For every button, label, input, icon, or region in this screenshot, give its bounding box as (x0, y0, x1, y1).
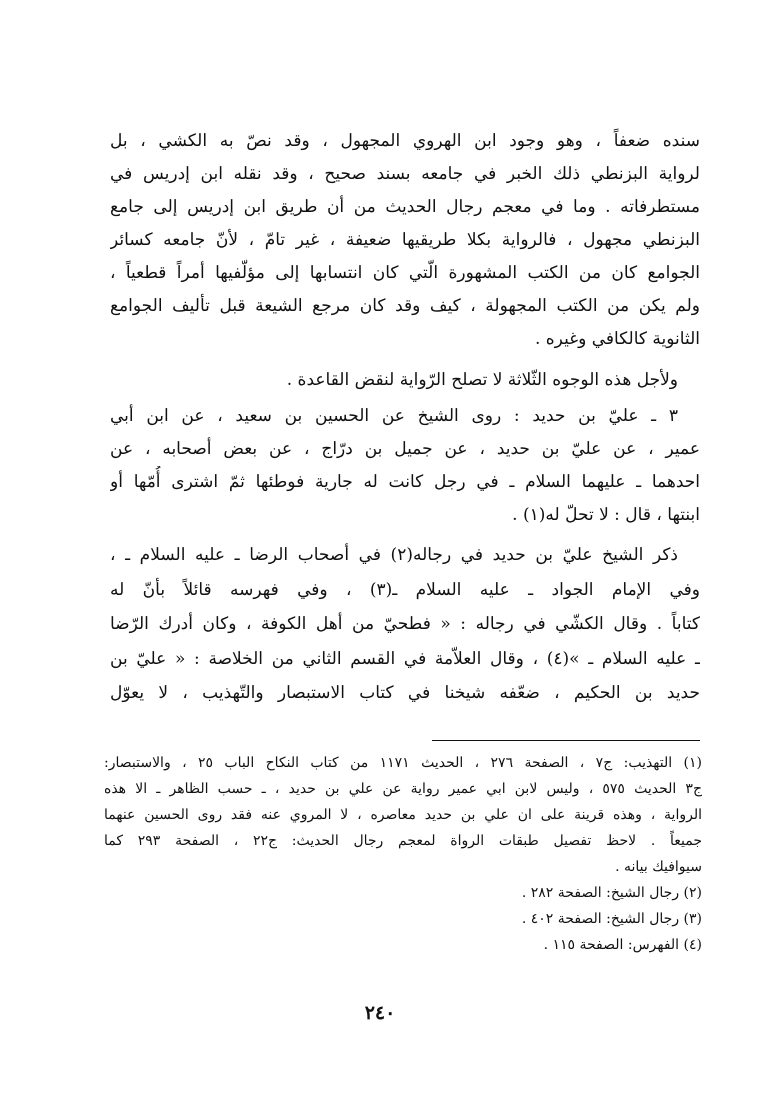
footnote-separator (432, 740, 700, 741)
footnote-line: (٤) الفهرس: الصفحة ١١٥ . (543, 937, 702, 953)
text-line: حديد بن الحكيم ، ضعّفه شيخنا في كتاب الاستبصار والتّهذيب ، لا يعوّل (110, 683, 700, 703)
footnote-line: (١) التهذيب: ج٧ ، الصفحة ٢٧٦ ، الحديث ١١٧١ من كتاب النكاح الباب ٢٥ ، والاستبصار: (104, 755, 702, 771)
footnote-line: (٣) رجال الشيخ: الصفحة ٤٠٢ . (521, 911, 702, 927)
footnote-line: سيوافيك بيانه . (615, 859, 702, 875)
text-line: ـ عليه السلام ـ »(٤) ، وقال العلاّمة في القسم الثاني من الخلاصة : « عليّ بن (110, 648, 700, 669)
footnotes (104, 750, 702, 958)
text-line: ابنتها ، قال : لا تحلّ له(١) . (512, 505, 700, 525)
text-line: ولم يكن من الكتب المجهولة ، كيف وقد كان مرجع الشيعة قبل تأليف الجوامع (110, 296, 700, 316)
footnote-line: ج٣ الحديث ٥٧٥ ، وليس لابن ابي عمير رواية عن علي بن حديد ، ـ حسب الظاهر ـ الا هذه (104, 781, 702, 797)
text-line: الثانوية كالكافي وغيره . (534, 329, 700, 349)
text-line: ذكر الشيخ عليّ بن حديد في رجاله(٢) في أصحاب الرضا ـ عليه السلام ـ ، (110, 545, 678, 565)
paragraph-3 (110, 400, 700, 532)
text-line: احدهما ـ عليهما السلام ـ في رجل كانت له جارية فوطئها ثمّ اشترى أُمّها أو (110, 472, 700, 492)
footnote-line: (٢) رجال الشيخ: الصفحة ٢٨٢ . (521, 885, 702, 901)
footnote-line: الرواية ، وهذه قرينة على ان علي بن حديد معاصره ، لا المروي عنه فقد روى الحسين عنهما (104, 807, 702, 823)
text-line: الجوامع كان من الكتب المشهورة الّتي كان انتسابها إلى مؤلّفيها أمراً قطعياً ، (110, 263, 700, 283)
paragraph-4 (110, 538, 700, 711)
text-line: سنده ضعفاً ، وهو وجود ابن الهروي المجهول ، وقد نصّ به الكشي ، بل (110, 131, 700, 151)
text-line: ٣ ـ عليّ بن حديد : روى الشيخ عن الحسين بن سعيد ، عن ابن أبي (110, 406, 678, 426)
footnote-line: جميعاً . لاحظ تفصيل طبقات الرواة لمعجم رجال الحديث: ج٢٢ ، الصفحة ٢٩٣ كما (104, 833, 702, 849)
text-line: عمير ، عن عليّ بن حديد ، عن جميل بن درّاج ، عن بعض أصحابه ، عن (110, 439, 700, 459)
text-line: ولأجل هذه الوجوه الثّلاثة لا تصلح الرّواية لنقض القاعدة . (286, 370, 678, 390)
text-line: البزنطي مجهول ، فالرواية بكلا طريقيها ضعيفة ، غير تامّ ، لأنّ جامعه كسائر (110, 230, 700, 250)
text-line: كتاباً . وقال الكشّي في رجاله : « فطحيّ من أهل الكوفة ، وكان أدرك الرّضا (110, 614, 700, 634)
page-number: ٢٤٠ (364, 1002, 396, 1024)
text-line: وفي الإمام الجواد ـ عليه السلام ـ(٣) ، وفي فهرسه قائلاً بأنّ له (110, 579, 700, 600)
paragraph-2 (110, 364, 700, 397)
text-line: لرواية البزنطي ذلك الخبر في جامعه بسند صحيح ، وقد نقله ابن إدريس في (110, 164, 700, 184)
text-line: مستطرفاته . وما في معجم رجال الحديث من أن طريق ابن إدريس إلى جامع (110, 197, 700, 217)
paragraph-1 (110, 125, 700, 356)
